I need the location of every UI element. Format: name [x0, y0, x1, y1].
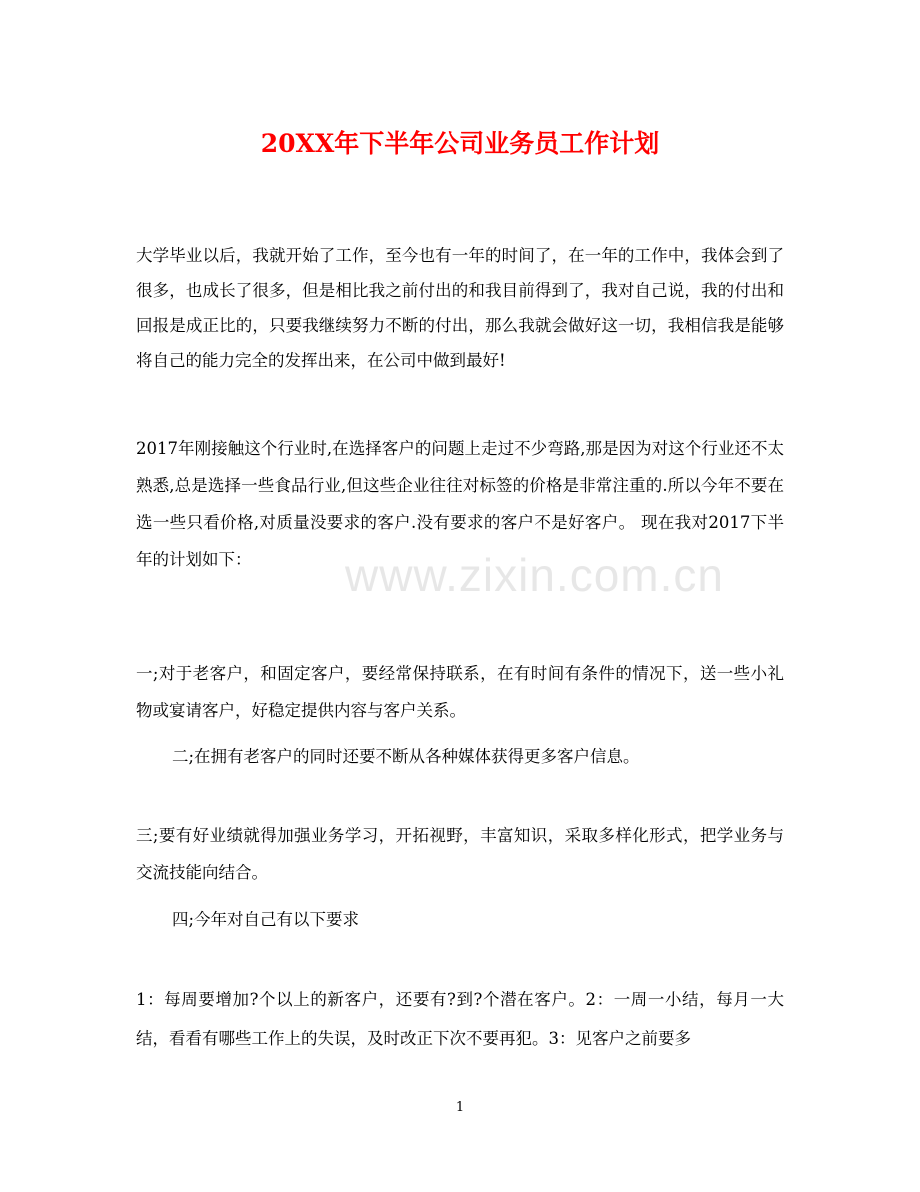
paragraph-experience: 2017年刚接触这个行业时,在选择客户的问题上走过不少弯路,那是因为对这个行业还不太熟悉,总是选择一些食品行业,但这些企业往往对标签的价格是非常注重的.所以今年不要在选一些只看价格,对质量没要求的客户.没有要求的客户不是好客户。 现在我对2017下半年的计划如下：: [136, 439, 784, 569]
watermark: www.zixin.com.cn: [345, 549, 724, 601]
paragraph-requirements: 1：每周要增加?个以上的新客户，还要有?到?个潜在客户。2：一周一小结，每月一大结，看看有哪些工作上的失误，及时改正下次不要再犯。3：见客户之前要多: [136, 990, 784, 1048]
paragraph-intro: 大学毕业以后，我就开始了工作，至今也有一年的时间了，在一年的工作中，我体会到了很多，也成长了很多，但是相比我之前付出的和我目前得到了，我对自己说，我的付出和回报是成正比的，只要我继续努力不断的付出，那么我就会做好这一切，我相信我是能够将自己的能力完全的发挥出来，在公司中做到最好!: [136, 246, 784, 370]
document-title: 20XX年下半年公司业务员工作计划: [260, 129, 660, 158]
paragraph-plan-4: 四;今年对自己有以下要求: [172, 910, 360, 929]
paragraph-plan-3: 三;要有好业绩就得加强业务学习，开拓视野，丰富知识，采取多样化形式，把学业务与交流技能向结合。: [136, 826, 784, 882]
paragraph-plan-1: 一;对于老客户，和固定客户，要经常保持联系，在有时间有条件的情况下，送一些小礼物或宴请客户，好稳定提供内容与客户关系。: [136, 664, 784, 720]
paragraph-plan-2: 二;在拥有老客户的同时还要不断从各种媒体获得更多客户信息。: [172, 747, 640, 766]
page-number: 1: [455, 1100, 465, 1115]
